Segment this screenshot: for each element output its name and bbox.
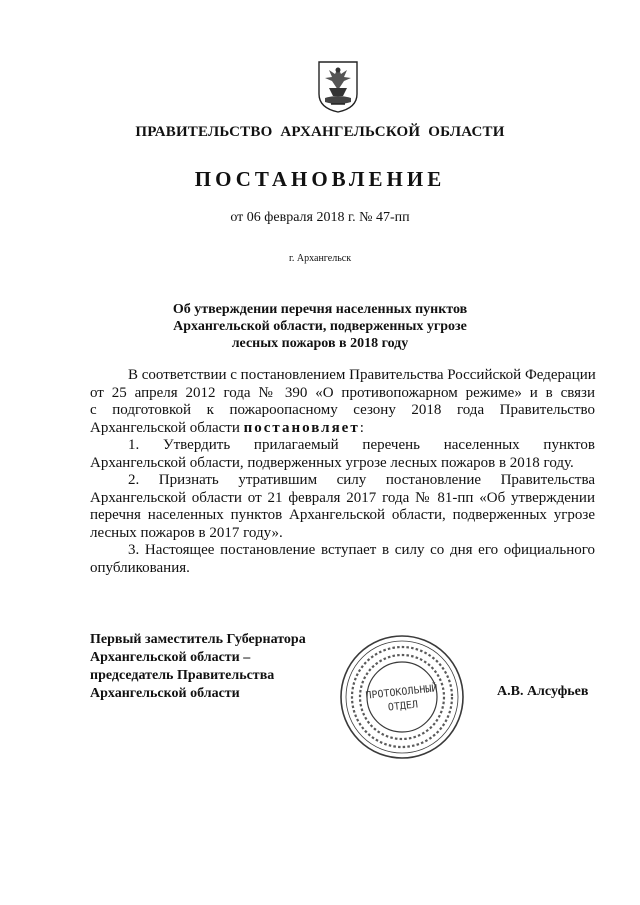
document-type: ПОСТАНОВЛЕНИЕ (194, 167, 446, 191)
government-name: ПРАВИТЕЛЬСТВО АРХАНГЕЛЬСКОЙ ОБЛАСТИ (135, 124, 505, 140)
title-line: лесных пожаров в 2018 году (231, 336, 409, 351)
document-title (0, 301, 640, 352)
body-line: перечня населенных пунктов Архангельской области, подверженных угрозе (90, 507, 595, 523)
coat-of-arms-icon (317, 60, 359, 114)
paragraph-item-2 (90, 472, 595, 542)
body-line: лесных пожаров в 2017 году». (90, 524, 283, 541)
stamp-text: ОТДЕЛ (387, 699, 419, 714)
body-line (90, 420, 595, 438)
body-line: 3. Настоящее постановление вступает в силу со дня его официального (128, 542, 595, 558)
signatory-line: Архангельской области – (90, 650, 251, 665)
body-text: Архангельской области (90, 419, 244, 436)
body-line: Архангельской области от 21 февраля 2017 года № 81-пп «Об утверждении (90, 489, 595, 506)
official-stamp (338, 633, 466, 761)
signatory-line: председатель Правительства (90, 668, 275, 683)
signatory-line: Первый заместитель Губернатора (90, 632, 306, 647)
body-line: 2. Признать утратившим силу постановление Правительства (128, 472, 595, 488)
body-line: В соответствии с постановлением Правительства Российской Федерации (128, 367, 596, 383)
body-line: с подготовкой к пожароопасному сезону 2018 года Правительство (90, 402, 595, 418)
document-body (90, 367, 595, 577)
decree-word: постановляет (243, 419, 360, 436)
paragraph-preamble (90, 367, 595, 437)
document-date-number: от 06 февраля 2018 г. № 47-пп (230, 210, 410, 225)
signatory-line: Архангельской области (90, 686, 240, 701)
title-line: Об утверждении перечня населенных пунктов (172, 302, 468, 317)
paragraph-item-3 (90, 542, 595, 577)
title-line: Архангельской области, подверженных угрозе (173, 319, 467, 334)
body-line: опубликования. (90, 559, 190, 576)
body-line: Архангельской области, подверженных угрозе лесных пожаров в 2018 году. (90, 454, 574, 471)
body-text: : (359, 419, 364, 436)
paragraph-item-1 (90, 437, 595, 472)
body-line: 1. Утвердить прилагаемый перечень населенных пунктов (128, 437, 595, 453)
body-line: от 25 апреля 2012 года № 390 «О противопожарном режиме» и в связи (90, 384, 595, 401)
signatory-name: А.В. Алсуфьев (497, 684, 589, 699)
signatory-position (90, 631, 306, 703)
document-city: г. Архангельск (288, 253, 352, 264)
stamp-text: ПРОТОКОЛЬНЫЙ (365, 683, 439, 702)
